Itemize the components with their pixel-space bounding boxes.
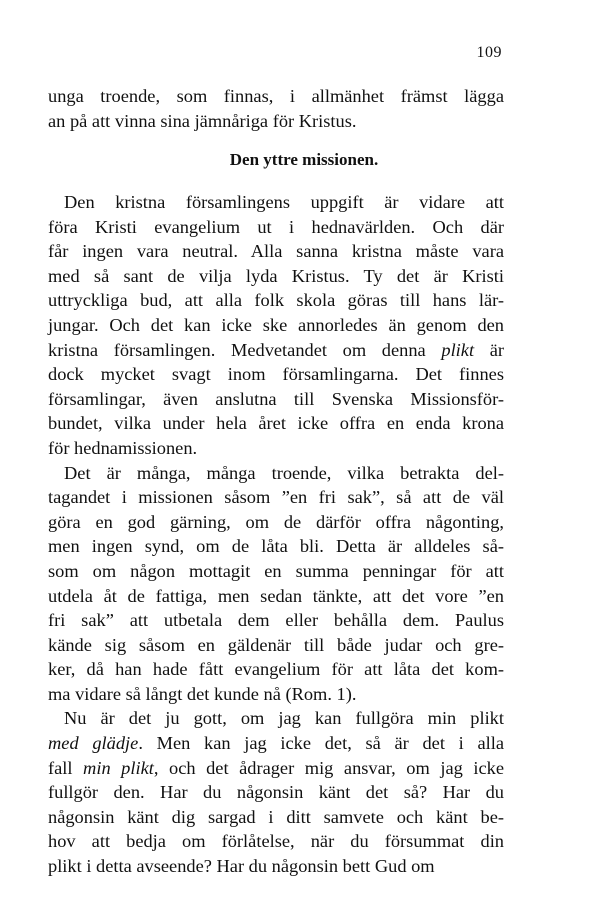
text-line: [48, 534, 504, 559]
text-line: [48, 239, 504, 264]
page-number: 109: [476, 44, 502, 61]
text-line: [48, 829, 504, 854]
text-line: [48, 559, 504, 584]
text-segment: kristna församlingen. Medvetandet om denna: [48, 339, 442, 360]
text-line: [48, 657, 504, 682]
text-segment: kände sig såsom en gäldenär till både judar och gre-: [48, 634, 504, 655]
text-segment: utdela åt de fattiga, men sedan tänkte, att det vore ”en: [48, 585, 504, 606]
text-segment: men ingen synd, om de låta bli. Detta är alldeles så-: [48, 536, 504, 557]
text-line: [48, 461, 504, 486]
text-line: [48, 633, 504, 658]
text-line: unga troende, som finnas, i allmänhet främst lägga: [48, 86, 504, 106]
continued-paragraph: [48, 84, 504, 133]
text-segment: fri sak” att utbetala dem eller behålla dem. Paulus: [48, 610, 504, 631]
emphasized-text: plikt: [441, 339, 475, 360]
text-line: [48, 411, 504, 436]
text-line: [48, 584, 504, 609]
text-segment: församlingar, även anslutna till Svenska Missionsför-: [48, 388, 504, 409]
text-segment: är: [474, 339, 505, 360]
text-line: [48, 854, 504, 879]
emphasized-text: med glädje: [48, 733, 139, 754]
text-line: [48, 510, 504, 535]
text-segment: plikt i detta avseende? Har du någonsin bett Gud om: [48, 856, 435, 877]
text-segment: bundet, vilka under hela året icke offra en enda krona: [48, 413, 504, 434]
text-segment: föra Kristi evangelium ut i hednavärlden. Och där: [48, 216, 504, 237]
text-line: [48, 485, 504, 510]
emphasized-text: min plikt: [83, 757, 154, 778]
text-segment: får ingen vara neutral. Alla sanna kristna måste vara: [48, 241, 504, 262]
text-segment: . Men kan jag icke det, så är det i alla: [138, 733, 504, 754]
section-heading: Den yttre missionen.: [229, 150, 379, 169]
text-segment: Den kristna församlingens uppgift är vidare att: [64, 192, 504, 212]
text-segment: Nu är det ju gott, om jag kan fullgöra min plikt: [64, 708, 504, 729]
text-segment: ker, då han hade fått evangelium för att låta det kom-: [48, 659, 504, 680]
text-segment: som om någon mottagit en summa penningar för att: [48, 560, 504, 581]
text-line: [48, 805, 504, 830]
text-line: [48, 756, 504, 781]
text-segment: någonsin känt dig sargad i ditt samvete och känt be-: [48, 806, 504, 827]
text-line: an på att vinna sina jämnåriga för Kristus.: [48, 110, 357, 131]
text-line: [48, 190, 504, 215]
text-segment: för hednamissionen.: [48, 437, 198, 458]
text-line: [48, 288, 504, 313]
text-line: [48, 362, 504, 387]
text-segment: ma vidare så långt det kunde nå (Rom. 1).: [48, 683, 357, 704]
text-segment: med så sant de vilja lyda Kristus. Ty det är Kristi: [48, 265, 504, 286]
text-segment: tagandet i missionen såsom ”en fri sak”, så att de väl: [48, 487, 504, 508]
text-line: [48, 608, 504, 633]
text-segment: Det är många, många troende, vilka betrakta del-: [64, 462, 504, 483]
text-line: [48, 215, 504, 240]
text-segment: hov att bedja om förlåtelse, när du försummat din: [48, 831, 504, 852]
section-body: [48, 190, 504, 879]
text-line: [48, 387, 504, 412]
text-line: [48, 264, 504, 289]
text-segment: fall: [48, 757, 84, 778]
text-segment: jungar. Och det kan icke ske annorledes än genom den: [48, 314, 504, 335]
text-line: [48, 436, 504, 461]
text-segment: dock mycket svagt inom församlingarna. Det finnes: [48, 364, 504, 385]
text-line: [48, 338, 504, 363]
text-segment: , och det ådrager mig ansvar, om jag icke: [153, 757, 504, 778]
text-line: [48, 682, 504, 707]
text-line: [48, 706, 504, 731]
text-segment: göra en god gärning, om de därför offra någonting,: [48, 511, 504, 532]
text-line: [48, 313, 504, 338]
text-line: [48, 780, 504, 805]
text-line: [48, 731, 504, 756]
text-segment: uttryckliga bud, att alla folk skola göras till hans lär-: [48, 290, 504, 311]
text-segment: fullgör den. Har du någonsin känt det så? Har du: [48, 782, 504, 803]
